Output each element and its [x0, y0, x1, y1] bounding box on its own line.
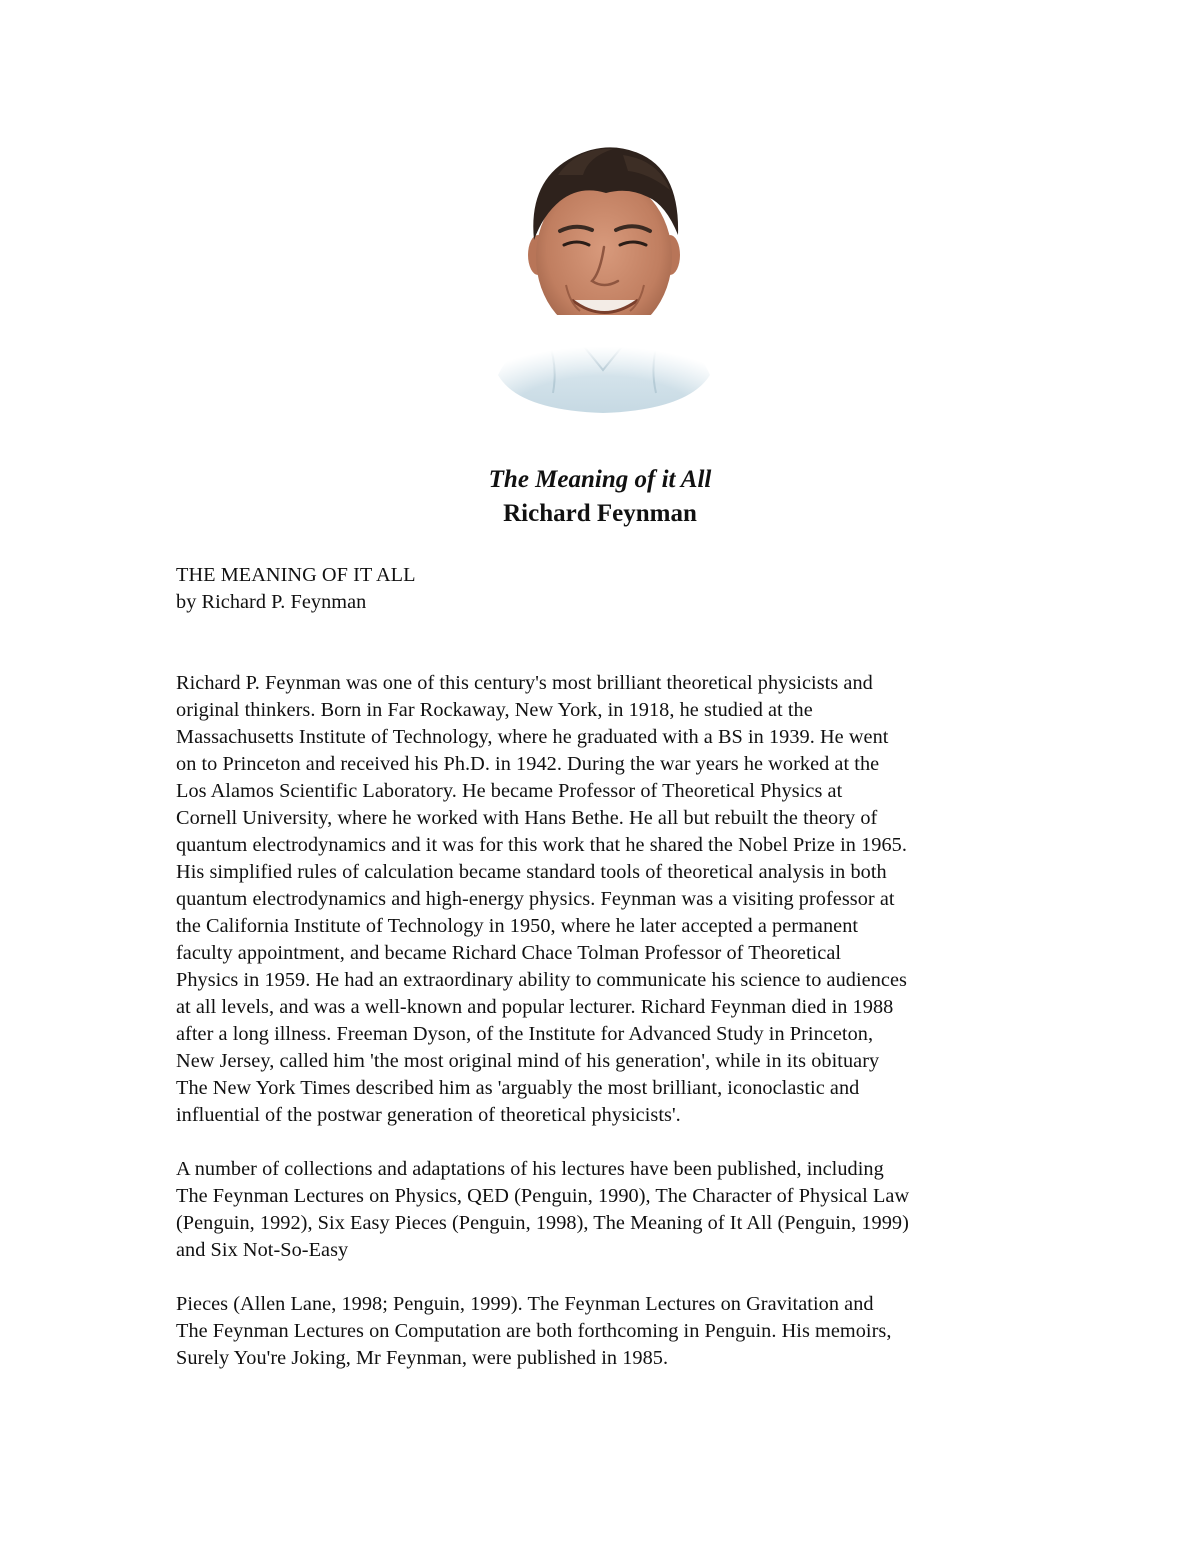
paragraph-line: His simplified rules of calculation became standard tools of theoretical analysis in both — [176, 861, 887, 883]
paragraph-line: Physics in 1959. He had an extraordinary ability to communicate his science to audiences — [176, 969, 907, 991]
paragraph-line: The Feynman Lectures on Computation are both forthcoming in Penguin. His memoirs, — [176, 1320, 892, 1342]
book-author: Richard Feynman — [503, 500, 697, 527]
book-title: The Meaning of it All — [488, 466, 712, 493]
paragraph-line: Massachusetts Institute of Technology, where he graduated with a BS in 1939. He went — [176, 726, 889, 748]
author-portrait — [488, 135, 718, 420]
body-text — [176, 562, 1036, 1372]
paragraph-line: at all levels, and was a well-known and popular lecturer. Richard Feynman died in 1988 — [176, 996, 894, 1018]
paragraph-line: faculty appointment, and became Richard Chace Tolman Professor of Theoretical — [176, 942, 842, 964]
paragraph-line: New Jersey, called him 'the most original mind of his generation', while in its obituary — [176, 1050, 880, 1072]
paragraph-line: after a long illness. Freeman Dyson, of the Institute for Advanced Study in Princeton, — [176, 1023, 874, 1045]
publications-paragraph — [176, 1291, 1036, 1372]
paragraph-line: quantum electrodynamics and it was for this work that he shared the Nobel Prize in 1965. — [176, 834, 907, 856]
paragraph-line: and Six Not-So-Easy — [176, 1239, 349, 1261]
title-block — [0, 462, 1200, 530]
paragraph-line: Cornell University, where he worked with Hans Bethe. He all but rebuilt the theory of — [176, 807, 878, 829]
intro-heading: THE MEANING OF IT ALL — [176, 564, 416, 586]
paragraph-line: The New York Times described him as 'arguably the most brilliant, iconoclastic and — [176, 1077, 860, 1099]
collections-paragraph — [176, 1156, 1036, 1264]
intro-byline: by Richard P. Feynman — [176, 591, 367, 613]
biography-paragraph — [176, 670, 1036, 1129]
paragraph-line: influential of the postwar generation of theoretical physicists'. — [176, 1104, 681, 1126]
intro-block — [176, 562, 1036, 616]
paragraph-line: Surely You're Joking, Mr Feynman, were published in 1985. — [176, 1347, 669, 1369]
paragraph-line: Richard P. Feynman was one of this century's most brilliant theoretical physicists and — [176, 672, 873, 694]
paragraph-line: on to Princeton and received his Ph.D. in 1942. During the war years he worked at the — [176, 753, 880, 775]
paragraph-line: A number of collections and adaptations of his lectures have been published, including — [176, 1158, 884, 1180]
paragraph-line: quantum electrodynamics and high-energy physics. Feynman was a visiting professor at — [176, 888, 895, 910]
paragraph-line: Los Alamos Scientific Laboratory. He became Professor of Theoretical Physics at — [176, 780, 843, 802]
paragraph-line: The Feynman Lectures on Physics, QED (Penguin, 1990), The Character of Physical Law — [176, 1185, 910, 1207]
paragraph-line: Pieces (Allen Lane, 1998; Penguin, 1999). The Feynman Lectures on Gravitation and — [176, 1293, 874, 1315]
paragraph-line: original thinkers. Born in Far Rockaway, New York, in 1918, he studied at the — [176, 699, 813, 721]
paragraph-line: the California Institute of Technology in 1950, where he later accepted a permanent — [176, 915, 859, 937]
paragraph-line: (Penguin, 1992), Six Easy Pieces (Penguin, 1998), The Meaning of It All (Penguin, 1999) — [176, 1212, 909, 1234]
